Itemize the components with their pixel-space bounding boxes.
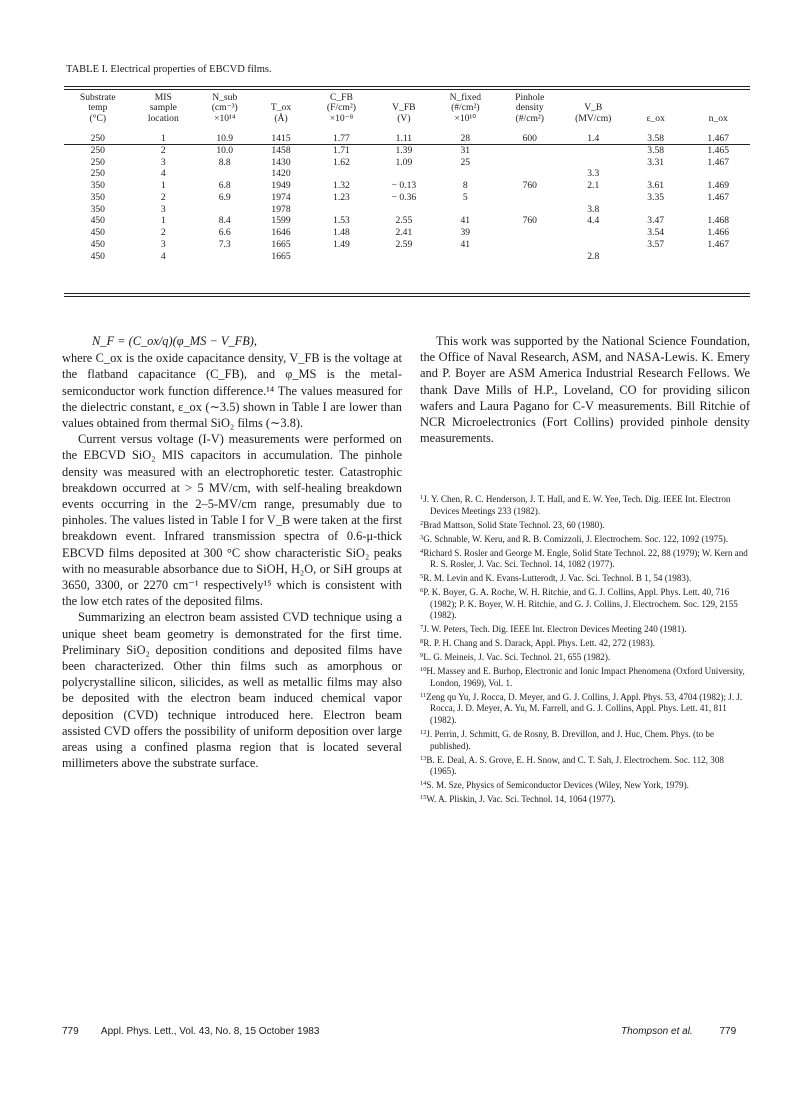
table-cell: 6.6 bbox=[218, 227, 231, 239]
table-cell: 1.4 bbox=[587, 132, 600, 144]
table-cell bbox=[562, 192, 625, 204]
table-row bbox=[64, 169, 750, 181]
table-cell bbox=[308, 169, 376, 181]
header-rule bbox=[64, 144, 750, 145]
table-row bbox=[64, 239, 750, 251]
table-cell: 3 bbox=[160, 239, 166, 251]
table-cell: 7.3 bbox=[218, 239, 231, 251]
table-cell bbox=[498, 239, 561, 251]
table-cell: 41 bbox=[460, 215, 471, 227]
table-cell: 1430 bbox=[271, 156, 291, 168]
table-row bbox=[64, 216, 750, 228]
table-row bbox=[64, 228, 750, 240]
table-cell: 3.31 bbox=[647, 156, 665, 168]
column-header bbox=[308, 93, 376, 128]
table-cell: 600 bbox=[522, 132, 537, 144]
column-header-line: (Å) bbox=[274, 112, 288, 124]
table-cell: 250 bbox=[90, 168, 105, 180]
table-cell: 2.55 bbox=[395, 215, 413, 227]
table-cell: 3.57 bbox=[647, 239, 665, 251]
table-cell: 1974 bbox=[271, 191, 291, 203]
table-cell: 1.11 bbox=[395, 132, 413, 144]
table-cell: 760 bbox=[522, 215, 537, 227]
table-cell bbox=[562, 239, 625, 251]
column-header-line: V_FB bbox=[392, 102, 416, 114]
table-row bbox=[64, 251, 750, 263]
column-header-line: (#/cm²) bbox=[451, 102, 480, 114]
table-cell: 1.23 bbox=[333, 191, 350, 203]
table-cell: 6.8 bbox=[218, 180, 231, 192]
table-cell: 1.49 bbox=[333, 239, 350, 251]
table-cell bbox=[686, 204, 750, 216]
column-header-line: V_B bbox=[584, 102, 603, 114]
table-cell: 1.467 bbox=[707, 156, 729, 168]
table-cell bbox=[498, 251, 561, 263]
reference-number: 10 bbox=[420, 666, 427, 674]
paragraph-dielectric: where C_ox is the oxide capacitance density, V_FB is the voltage at the flatband capacitance (C_FB), and φ_MS is the metal-semiconductor work function difference.¹⁴ The values measured for the dielectric constant, ε_ox (∼3.5) shown in Table I are lower than values obtained from thermal SiO₂ films (∼3.8). bbox=[62, 351, 402, 431]
table-cell: 3 bbox=[160, 203, 166, 215]
reference-item bbox=[420, 664, 752, 689]
acknowledgment-paragraph: This work was supported by the National Science Foundation, the Office of Naval Research, ASM, and NASA-Lewis. K. Emery and P. Boyer are ASM America Industrial Research Fellows. We thank Dave Mills of H.P., Loveland, CO for providing silicon wafers and Laura Pagano for C-V measurements. Bill Ritchie of NCR Microelectronics (Fort Collins) provided pinhole density measurements. bbox=[420, 334, 750, 446]
column-header-line: density bbox=[515, 102, 544, 114]
reference-text: S. M. Sze, Physics of Semiconductor Devices (Wiley, New York, 1979). bbox=[426, 780, 689, 791]
reference-text: J. Y. Chen, R. C. Henderson, J. T. Hall, and E. W. Yee, Tech. Dig. IEEE Int. Electron Devices Meetings 233 (1982). bbox=[423, 494, 731, 516]
table-cell bbox=[498, 204, 561, 216]
column-header-line: MIS bbox=[154, 92, 172, 103]
reference-number: 14 bbox=[420, 780, 427, 788]
column-header-line: Pinhole bbox=[515, 92, 545, 103]
table-cell: 1.62 bbox=[333, 156, 350, 168]
reference-item bbox=[420, 492, 752, 517]
table-cell bbox=[308, 251, 376, 263]
table-cell: 3.3 bbox=[587, 168, 600, 180]
table-cell bbox=[562, 157, 625, 169]
table-cell: 8 bbox=[462, 180, 468, 192]
reference-text: J. Perrin, J. Schmitt, G. de Rosny, B. Drevillon, and J. Huc, Chem. Phys. (to be published). bbox=[426, 728, 715, 751]
table-header bbox=[64, 93, 750, 128]
table-cell: 250 bbox=[90, 132, 105, 144]
table-cell: 1665 bbox=[271, 250, 291, 262]
table-cell: 41 bbox=[460, 239, 471, 251]
reference-item bbox=[420, 778, 752, 792]
table-cell: 8.4 bbox=[218, 215, 231, 227]
reference-number: 4 bbox=[420, 547, 424, 555]
table-cell: 39 bbox=[460, 227, 471, 239]
table-cell: 6.9 bbox=[218, 191, 231, 203]
table-cell bbox=[433, 169, 499, 181]
column-header bbox=[433, 93, 499, 128]
reference-number: 11 bbox=[420, 691, 427, 699]
table-cell: 1599 bbox=[271, 215, 291, 227]
table-cell: 2.41 bbox=[395, 227, 413, 239]
reference-text: J. W. Peters, Tech. Dig. IEEE Int. Electron Devices Meeting 240 (1981). bbox=[423, 624, 687, 635]
table-cell: 1.09 bbox=[395, 156, 413, 168]
table-cell: 25 bbox=[460, 156, 471, 168]
table-cell bbox=[433, 251, 499, 263]
table-cell bbox=[195, 251, 254, 263]
reference-item bbox=[420, 571, 752, 585]
table-cell bbox=[498, 157, 561, 169]
reference-number: 15 bbox=[420, 794, 427, 802]
table-cell: 350 bbox=[90, 203, 105, 215]
table-cell: 1420 bbox=[271, 168, 291, 180]
column-header bbox=[562, 93, 625, 128]
table-top-rule bbox=[64, 86, 750, 90]
reference-text: G. Schnable, W. Keru, and R. B. Comizzoli, J. Electrochem. Soc. 122, 1092 (1975). bbox=[423, 533, 729, 544]
table-cell: 3.35 bbox=[647, 191, 665, 203]
table-cell: 1.467 bbox=[707, 239, 729, 251]
reference-text: W. A. Pliskin, J. Vac. Sci. Technol. 14, 1064 (1977). bbox=[426, 794, 616, 805]
table-cell: 2 bbox=[160, 144, 166, 156]
reference-number: 2 bbox=[420, 519, 424, 527]
table-cell: 450 bbox=[90, 239, 105, 251]
table-cell bbox=[195, 169, 254, 181]
reference-item bbox=[420, 585, 752, 622]
table-cell: − 0.13 bbox=[391, 180, 417, 192]
table-row bbox=[64, 145, 750, 157]
column-header bbox=[195, 93, 254, 128]
table-cell: 450 bbox=[90, 250, 105, 262]
table-cell: 250 bbox=[90, 156, 105, 168]
table-cell: 8.8 bbox=[218, 156, 231, 168]
reference-list bbox=[420, 492, 752, 806]
reference-number: 12 bbox=[420, 728, 427, 736]
table-cell: 1.467 bbox=[707, 132, 729, 144]
table-cell: 1.53 bbox=[333, 215, 350, 227]
reference-number: 5 bbox=[420, 573, 424, 581]
table-cell: 3.47 bbox=[647, 215, 665, 227]
reference-number: 6 bbox=[420, 587, 424, 595]
table-cell: 1415 bbox=[271, 132, 291, 144]
reference-item bbox=[420, 546, 752, 571]
table-row bbox=[64, 180, 750, 192]
electrical-properties-table bbox=[64, 93, 750, 263]
table-cell: 1.39 bbox=[395, 144, 413, 156]
column-header bbox=[625, 93, 686, 128]
reference-item bbox=[420, 690, 752, 727]
reference-number: 13 bbox=[420, 754, 427, 762]
reference-text: R. M. Levin and K. Evans-Lutterodt, J. Vac. Sci. Technol. B 1, 54 (1983). bbox=[423, 573, 692, 584]
reference-item bbox=[420, 727, 752, 752]
footer-left bbox=[62, 1026, 319, 1037]
table-cell bbox=[562, 145, 625, 157]
table-cell: 10.0 bbox=[216, 144, 234, 156]
table-cell: 1.469 bbox=[707, 180, 729, 192]
table-cell: 450 bbox=[90, 227, 105, 239]
journal-citation: Appl. Phys. Lett., Vol. 43, No. 8, 15 October 1983 bbox=[100, 1026, 320, 1037]
reference-item bbox=[420, 636, 752, 650]
column-header-line: N_sub bbox=[212, 92, 238, 103]
table-cell: 2 bbox=[160, 191, 166, 203]
table-cell: 4 bbox=[160, 250, 166, 262]
column-header-line: (cm⁻³) bbox=[211, 102, 238, 114]
reference-number: 3 bbox=[420, 533, 424, 541]
table-cell bbox=[625, 204, 686, 216]
table-cell: 450 bbox=[90, 215, 105, 227]
table-cell: 1.77 bbox=[333, 132, 350, 144]
column-header-line: ×10⁻⁸ bbox=[329, 112, 354, 124]
column-header bbox=[498, 93, 561, 128]
table-cell: 1.71 bbox=[333, 144, 350, 156]
table-cell bbox=[686, 251, 750, 263]
table-cell: 1 bbox=[160, 132, 166, 144]
column-header-line: T_ox bbox=[270, 102, 292, 114]
column-header-line: N_fixed bbox=[449, 92, 481, 103]
table-cell: 4 bbox=[160, 168, 166, 180]
table-row bbox=[64, 192, 750, 204]
reference-item bbox=[420, 792, 752, 806]
table-bottom-rule bbox=[64, 293, 750, 297]
table-caption: TABLE I. Electrical properties of EBCVD films. bbox=[66, 64, 272, 75]
column-header bbox=[375, 93, 432, 128]
column-header bbox=[132, 93, 195, 128]
table-cell: 1.466 bbox=[707, 227, 729, 239]
table-cell: 1949 bbox=[271, 180, 291, 192]
table-cell bbox=[498, 228, 561, 240]
table-row bbox=[64, 128, 750, 145]
table-cell: 1646 bbox=[271, 227, 291, 239]
table-cell: 1.468 bbox=[707, 215, 729, 227]
column-header bbox=[64, 93, 132, 128]
reference-text: Zeng qu Yu, J. Rocca, D. Meyer, and G. J. Collins, J. Appl. Phys. 53, 4704 (1982); J. J. Rocca, J. D. Meyer, A. Yu, M. Farrell, and G. J. Collins, Appl. Phys. Lett. 41, 811 (1982). bbox=[426, 691, 743, 725]
table-cell: 1.465 bbox=[707, 144, 729, 156]
table-cell bbox=[562, 228, 625, 240]
table-cell: 28 bbox=[460, 132, 471, 144]
table-cell: 2.59 bbox=[395, 239, 413, 251]
fixed-charge-formula: N_F = (C_ox/q)(φ_MS − V_FB), bbox=[92, 334, 258, 348]
table-cell bbox=[625, 169, 686, 181]
column-header-line: temp bbox=[88, 102, 108, 114]
reference-text: R. P. H. Chang and S. Darack, Appl. Phys. Lett. 42, 272 (1983). bbox=[423, 638, 656, 649]
table-cell: 31 bbox=[460, 144, 471, 156]
page-number-right: 779 bbox=[719, 1026, 737, 1037]
table-row bbox=[64, 157, 750, 169]
column-header-line: (°C) bbox=[89, 112, 107, 124]
column-header-line: ×10¹⁴ bbox=[214, 112, 236, 124]
table-cell bbox=[498, 169, 561, 181]
table-cell: − 0.36 bbox=[391, 191, 417, 203]
table-cell bbox=[433, 204, 499, 216]
column-header-line: sample bbox=[149, 102, 177, 114]
table-cell: 3.54 bbox=[647, 227, 665, 239]
running-authors: Thompson et al. bbox=[621, 1026, 693, 1037]
reference-number: 8 bbox=[420, 638, 424, 646]
column-header-line: n_ox bbox=[708, 112, 728, 124]
column-header-line: (V) bbox=[397, 112, 411, 124]
table-cell bbox=[625, 251, 686, 263]
table-cell: 5 bbox=[462, 191, 468, 203]
table-row bbox=[64, 204, 750, 216]
table-cell bbox=[498, 145, 561, 157]
table-cell: 10.9 bbox=[216, 132, 234, 144]
footer-right bbox=[621, 1026, 736, 1037]
paragraph-iv-measurements: Current versus voltage (I-V) measurements were performed on the EBCVD SiO₂ MIS capacitors in accumulation. The pinhole density was measured with an electrophoretic tester. Catastrophic breakdown occurred at > 5 MV/cm, with self-healing breakdown events occurring in the 2–5-MV/cm range, presumably due to pinholes. The values listed in Table I for V_B were taken at the first breakdown event. Infrared transmission spectra of 0.6-μ-thick EBCVD films deposited at 300 °C show characteristic SiO₂ peaks with no measurable absorbance due to SiOH, H₂O, or SiH groups at 3650, 3300, or 2270 cm⁻¹ respectively¹⁵ which is consistent with the low etch rates of the deposited films. bbox=[62, 432, 402, 609]
table-cell: 3.58 bbox=[647, 144, 665, 156]
reference-text: B. E. Deal, A. S. Grove, E. H. Snow, and C. T. Sah, J. Electrochem. Soc. 112, 308 (1965). bbox=[426, 754, 724, 777]
left-text-column bbox=[62, 333, 402, 771]
reference-number: 1 bbox=[420, 494, 424, 501]
column-header-line: ε_ox bbox=[646, 112, 665, 124]
column-header bbox=[254, 93, 307, 128]
table-cell bbox=[195, 204, 254, 216]
table-cell bbox=[498, 192, 561, 204]
column-header-line: C_FB bbox=[329, 92, 353, 103]
table-cell: 2.8 bbox=[587, 250, 600, 262]
table-cell: 1665 bbox=[271, 239, 291, 251]
reference-text: Richard S. Rosler and George M. Engle, Solid State Technol. 22, 88 (1979); W. Kern and R. S. Rosler, J. Vac. Sci. Technol. 14, 1082 (1977). bbox=[423, 547, 748, 570]
column-header bbox=[686, 93, 750, 128]
column-header-line: location bbox=[147, 112, 179, 124]
reference-item bbox=[420, 622, 752, 636]
page-number-left: 779 bbox=[62, 1026, 79, 1037]
column-header-line: ×10¹⁰ bbox=[454, 112, 477, 124]
column-header-line: Substrate bbox=[79, 92, 116, 103]
reference-text: L. G. Meineis, J. Vac. Sci. Technol. 21, 655 (1982). bbox=[423, 652, 611, 663]
column-header-line: (#/cm²) bbox=[515, 112, 544, 124]
table-cell: 2 bbox=[160, 227, 166, 239]
table-cell bbox=[308, 204, 376, 216]
table-cell bbox=[686, 169, 750, 181]
reference-item bbox=[420, 650, 752, 664]
reference-number: 9 bbox=[420, 652, 424, 660]
table-cell: 760 bbox=[522, 180, 537, 192]
table-cell: 1 bbox=[160, 215, 166, 227]
table-cell: 250 bbox=[90, 144, 105, 156]
column-header-line: (MV/cm) bbox=[575, 112, 612, 124]
table-cell: 1978 bbox=[271, 203, 291, 215]
column-header-line: (F/cm²) bbox=[326, 102, 356, 114]
table-cell bbox=[375, 204, 432, 216]
reference-text: Brad Mattson, Solid State Technol. 23, 60 (1980). bbox=[423, 519, 605, 530]
table-cell bbox=[375, 169, 432, 181]
table-cell: 3.8 bbox=[587, 203, 600, 215]
table-cell: 3.61 bbox=[647, 180, 665, 192]
reference-text: H. Massey and E. Burhop, Electronic and Ionic Impact Phenomena (Oxford University, London, 1969), Vol. 1. bbox=[426, 666, 745, 688]
table-cell: 1.32 bbox=[333, 180, 350, 192]
right-text-column bbox=[420, 333, 750, 446]
reference-item bbox=[420, 518, 752, 532]
table-cell: 3 bbox=[160, 156, 166, 168]
paragraph-summary: Summarizing an electron beam assisted CVD technique using a unique sheet beam geometry is demonstrated for the first time. Preliminary SiO₂ deposition conditions and deposited films have been characterized. Other thin films such as amorphous or polycrystalline silicon, silicides, as well as metallic films may also be deposited with the electron beam induced chemical vapor deposition (CVD) technique introduced here. Electron beam assisted CVD offers the possibility of uniform deposition over large areas using a confined plasma region that is located several millimeters above the substrate surface. bbox=[62, 610, 402, 771]
table-cell: 3.58 bbox=[647, 132, 665, 144]
table-cell: 350 bbox=[90, 191, 105, 203]
reference-item bbox=[420, 753, 752, 778]
table-cell: 4.4 bbox=[587, 215, 600, 227]
table-cell: 1458 bbox=[271, 144, 291, 156]
reference-text: P. K. Boyer, G. A. Roche, W. H. Ritchie, and G. J. Collins, Appl. Phys. Lett. 40, 716 (1982); P. K. Boyer, W. H. Ritchie, and G. J. Collins, J. Electrochem. Soc. 129, 2155 (1982). bbox=[423, 587, 738, 621]
table-cell: 2.1 bbox=[587, 180, 600, 192]
table-cell: 1.48 bbox=[333, 227, 350, 239]
reference-item bbox=[420, 532, 752, 546]
table-body bbox=[64, 128, 750, 263]
table-cell: 1 bbox=[160, 180, 166, 192]
reference-number: 7 bbox=[420, 624, 424, 632]
table-cell: 1.467 bbox=[707, 191, 729, 203]
table-cell: 350 bbox=[90, 180, 105, 192]
table-cell bbox=[375, 251, 432, 263]
